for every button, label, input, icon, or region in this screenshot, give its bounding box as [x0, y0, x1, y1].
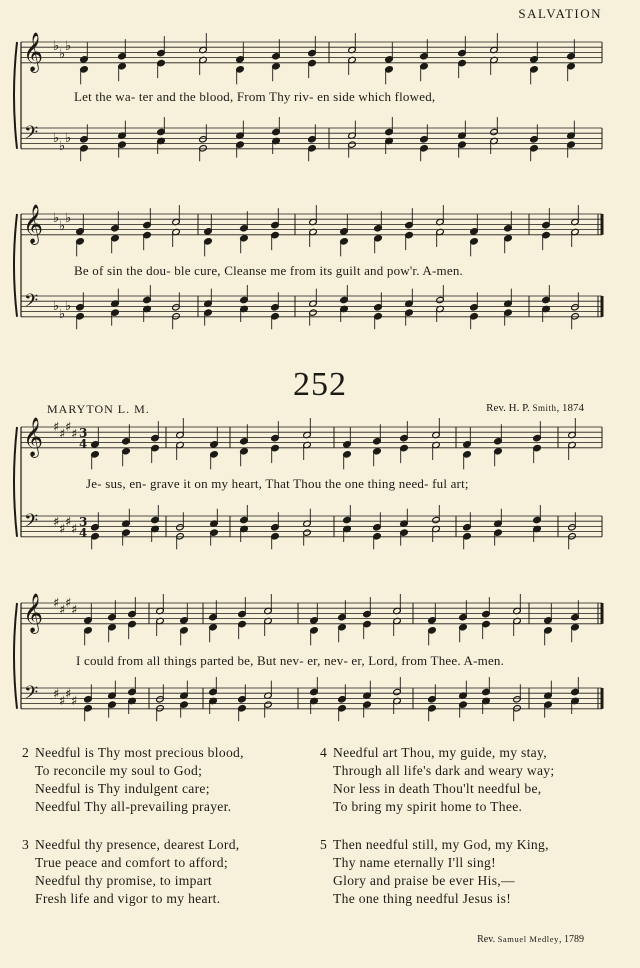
treble-clef-icon: 𝄞: [23, 32, 44, 72]
time-signature-top: 3: [79, 515, 88, 529]
treble-clef-icon: 𝄞: [23, 593, 44, 633]
credit-year: , 1789: [559, 934, 584, 945]
sharp-icon: ♯: [65, 420, 72, 435]
treble-clef-icon: 𝄞: [23, 204, 44, 244]
flat-icon: ♭: [65, 39, 72, 54]
time-signature-top: 3: [79, 426, 88, 440]
sharp-icon: ♯: [59, 522, 66, 537]
credit-prefix: Rev.: [477, 934, 498, 945]
verse-4: [320, 744, 554, 816]
author-prefix: Rev. H. P.: [486, 402, 533, 414]
author-year: , 1874: [556, 402, 584, 414]
treble-staff: [21, 427, 602, 448]
verse-number: 5: [320, 837, 328, 852]
sharp-icon: ♯: [59, 694, 66, 709]
lyric-line-2: Be of sin the dou- ble cure, Cleanse me from its guilt and pow'r. A-men.: [74, 263, 463, 278]
flat-icon: ♭: [59, 139, 66, 154]
sharp-icon: ♯: [59, 603, 66, 618]
verse-number: 4: [320, 745, 328, 760]
sharp-icon: ♯: [59, 427, 66, 442]
sharp-icon: ♯: [71, 522, 78, 537]
verse-number: 3: [22, 837, 30, 852]
tune-name: MARYTON L. M.: [47, 402, 150, 416]
text-credit: [477, 934, 584, 945]
flat-icon: ♭: [53, 131, 60, 146]
verse-2: [22, 744, 244, 816]
author-name: Smith: [532, 403, 557, 413]
system-brace: [14, 214, 17, 317]
lyric-line-3: Je- sus, en- grave it on my heart, That Thou the one thing need- ful art;: [86, 476, 469, 491]
time-signature-bottom: 4: [79, 526, 88, 540]
verse-5: [320, 836, 549, 908]
bass-clef-icon: 𝄢: [24, 291, 39, 316]
verse-line: Fresh life and vigor to my heart.: [35, 891, 221, 906]
flat-icon: ♭: [53, 211, 60, 226]
lyric-line-1: Let the wa- ter and the blood, From Thy riv- en side which flowed,: [74, 89, 436, 104]
verse-line: Through all life's dark and weary way;: [333, 763, 555, 778]
system-brace: [14, 42, 17, 149]
verse-line: To bring my spirit home to Thee.: [333, 799, 523, 814]
verse-line: Nor less in death Thou'lt needful be,: [333, 781, 542, 796]
verse-line: Then needful still, my God, my King,: [333, 837, 549, 852]
sharp-icon: ♯: [65, 687, 72, 702]
sharp-icon: ♯: [53, 687, 60, 702]
verse-line: Needful Thy all-prevailing prayer.: [35, 799, 232, 814]
verse-line: Thy name eternally I'll sing!: [333, 855, 496, 870]
flat-icon: ♭: [53, 299, 60, 314]
sharp-icon: ♯: [65, 596, 72, 611]
treble-clef-icon: 𝄞: [23, 417, 44, 457]
verse-line: Glory and praise be ever His,—: [333, 873, 515, 888]
flat-icon: ♭: [59, 219, 66, 234]
system-brace: [14, 603, 17, 709]
sharp-icon: ♯: [65, 515, 72, 530]
bass-clef-icon: 𝄢: [24, 123, 39, 148]
verse-line: Needful is Thy most precious blood,: [35, 745, 244, 760]
bass-staff: [21, 516, 602, 537]
sharp-icon: ♯: [71, 427, 78, 442]
verse-line: Needful is Thy indulgent care;: [35, 781, 210, 796]
flat-icon: ♭: [59, 47, 66, 62]
hymn-number: 252: [293, 366, 347, 403]
verse-line: True peace and comfort to afford;: [35, 855, 228, 870]
verse-line: The one thing needful Jesus is!: [333, 891, 512, 906]
verse-line: To reconcile my soul to God;: [35, 763, 203, 778]
sharp-icon: ♯: [53, 420, 60, 435]
flat-icon: ♭: [65, 211, 72, 226]
tune-author: [486, 402, 584, 414]
verse-line: Needful art Thou, my guide, my stay,: [333, 745, 547, 760]
credit-name: Samuel Medley: [497, 934, 559, 944]
flat-icon: ♭: [59, 307, 66, 322]
bass-clef-icon: 𝄢: [24, 511, 39, 536]
time-signature-bottom: 4: [79, 437, 88, 451]
system-brace: [14, 427, 17, 537]
flat-icon: ♭: [53, 39, 60, 54]
verse-line: Needful thy presence, dearest Lord,: [35, 837, 240, 852]
section-heading: SALVATION: [518, 6, 602, 21]
verse-3: [22, 836, 240, 908]
sharp-icon: ♯: [71, 694, 78, 709]
flat-icon: ♭: [65, 131, 72, 146]
sharp-icon: ♯: [53, 596, 60, 611]
flat-icon: ♭: [65, 299, 72, 314]
bass-clef-icon: 𝄢: [24, 683, 39, 708]
sharp-icon: ♯: [53, 515, 60, 530]
lyric-line-4: I could from all things parted be, But nev- er, nev- er, Lord, from Thee. A-men.: [76, 653, 505, 668]
verse-number: 2: [22, 745, 30, 760]
sharp-icon: ♯: [71, 603, 78, 618]
verse-line: Needful thy promise, to impart: [35, 873, 212, 888]
